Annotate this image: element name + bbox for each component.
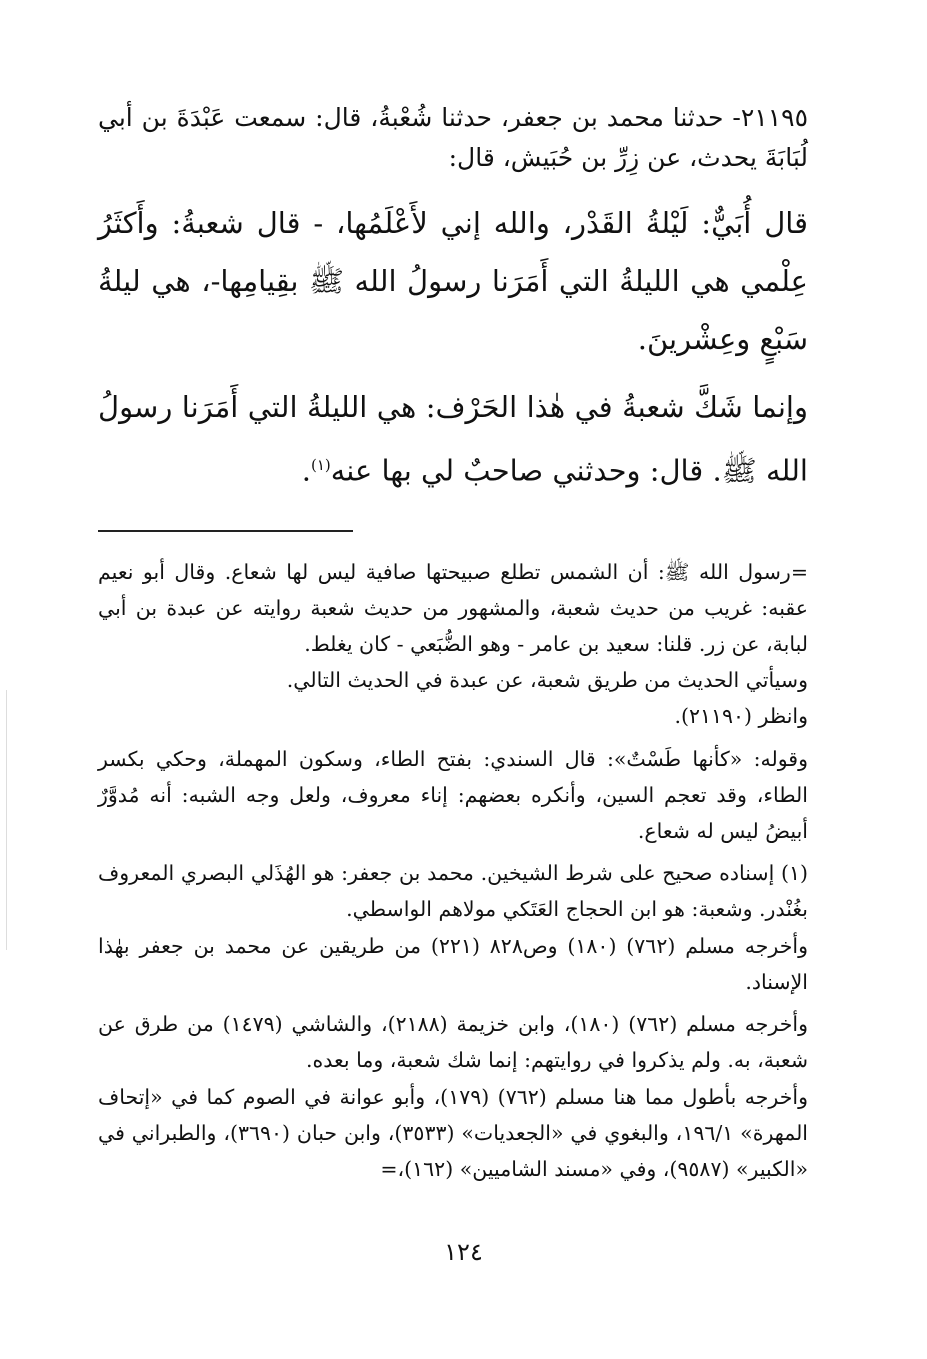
footnote-paragraph: وقوله: «كأنها طَسْتٌ»: قال السندي: بفتح الطاء، وسكون المهملة، وحكي بكسر الطاء، وقد تعجم السين، وأنكره بعضهم: إناء معروف، ولعل وجه الشبه: أنه مُدوَّرٌ أبيضُ ليس له شعاع. (98, 746, 808, 844)
hadith-comment-text: وإنما شَكَّ شعبةُ في هٰذا الحَرْف: هي الليلةُ التي أَمَرَنا رسولُ الله ﷺ. قال: وحدثني صاحبٌ لي بها عنه (98, 390, 808, 488)
footnote-paragraph: وأخرجه بأطول مما هنا مسلم (٧٦٢) (١٧٩)، وأبو عوانة في الصوم كما في «إتحاف المهرة» ١٩٦/١، والبغوي في «الجعديات» (٣٥٣٣)، وابن حبان (٣٦٩٠)، والطبراني في «الكبير» (٩٥٨٧)، وفي «مسند الشاميين» (١٦٢)،= (98, 1084, 809, 1181)
footnote-paragraph: وسيأتي الحديث من طريق شعبة، عن عبدة في الحديث التالي. (286, 668, 808, 693)
footnotes (98, 554, 808, 1187)
hadith-matn: قال أُبَيٌّ: لَيْلةُ القَدْر، والله إني لأَعْلَمُها، - قال شعبةُ: وأَكثَرُ عِلْمي هي الليلةُ التي أَمَرَنا رسولُ الله ﷺ بقِيامِها-، هي ليلةُ سَبْعٍ وعِشْرينَ. (98, 206, 808, 356)
footnote-separator (98, 530, 353, 532)
hadith-comment-end: . (301, 453, 311, 488)
footnote-reference: (١) (310, 456, 331, 474)
footnote-paragraph: وأخرجه مسلم (٧٦٢) (١٨٠)، وابن خزيمة (٢١٨٨)، والشاشي (١٤٧٩) من طرق عن شعبة، به. ولم يذكروا في روايتهم: إنما شك شعبة، وما بعده. (98, 1012, 808, 1073)
footnote-paragraph: وأخرجه مسلم (٧٦٢) (١٨٠) وص٨٢٨ (٢٢١) من طريقين عن محمد بن جعفر بهٰذا الإسناد. (98, 933, 808, 994)
hadith-comment (98, 378, 808, 500)
page-number: ١٢٤ (444, 1238, 483, 1266)
scan-edge-mark (6, 690, 7, 950)
book-page (98, 98, 808, 1187)
hadith-isnad: ٢١١٩٥- حدثنا محمد بن جعفر، حدثنا شُعْبةُ، قال: سمعت عَبْدَةَ بن أبي لُبَابَةَ يحدث، عن زِرِّ بن حُبَيش، قال: (98, 103, 808, 172)
footnote-paragraph: (١) إسناده صحيح على شرط الشيخين. محمد بن جعفر: هو الهُذَلي البصري المعروف بغُنْدر. وشعبة: هو ابن الحجاج العَتَكي مولاهم الواسطي. (98, 861, 808, 922)
footnote-paragraph: =رسول الله ﷺ: أن الشمس تطلع صبيحتها صافية ليس لها شعاع. وقال أبو نعيم عقبه: غريب من حديث شعبة، والمشهور من حديث شعبة روايته عن عبدة بن أبي لبابة، عن زر. قلنا: سعيد بن عامر - وهو الضُّبَعي - كان يغلط. (98, 559, 808, 657)
hadith-text (98, 98, 808, 500)
footnote-paragraph: وانظر (٢١١٩٠). (674, 704, 808, 729)
